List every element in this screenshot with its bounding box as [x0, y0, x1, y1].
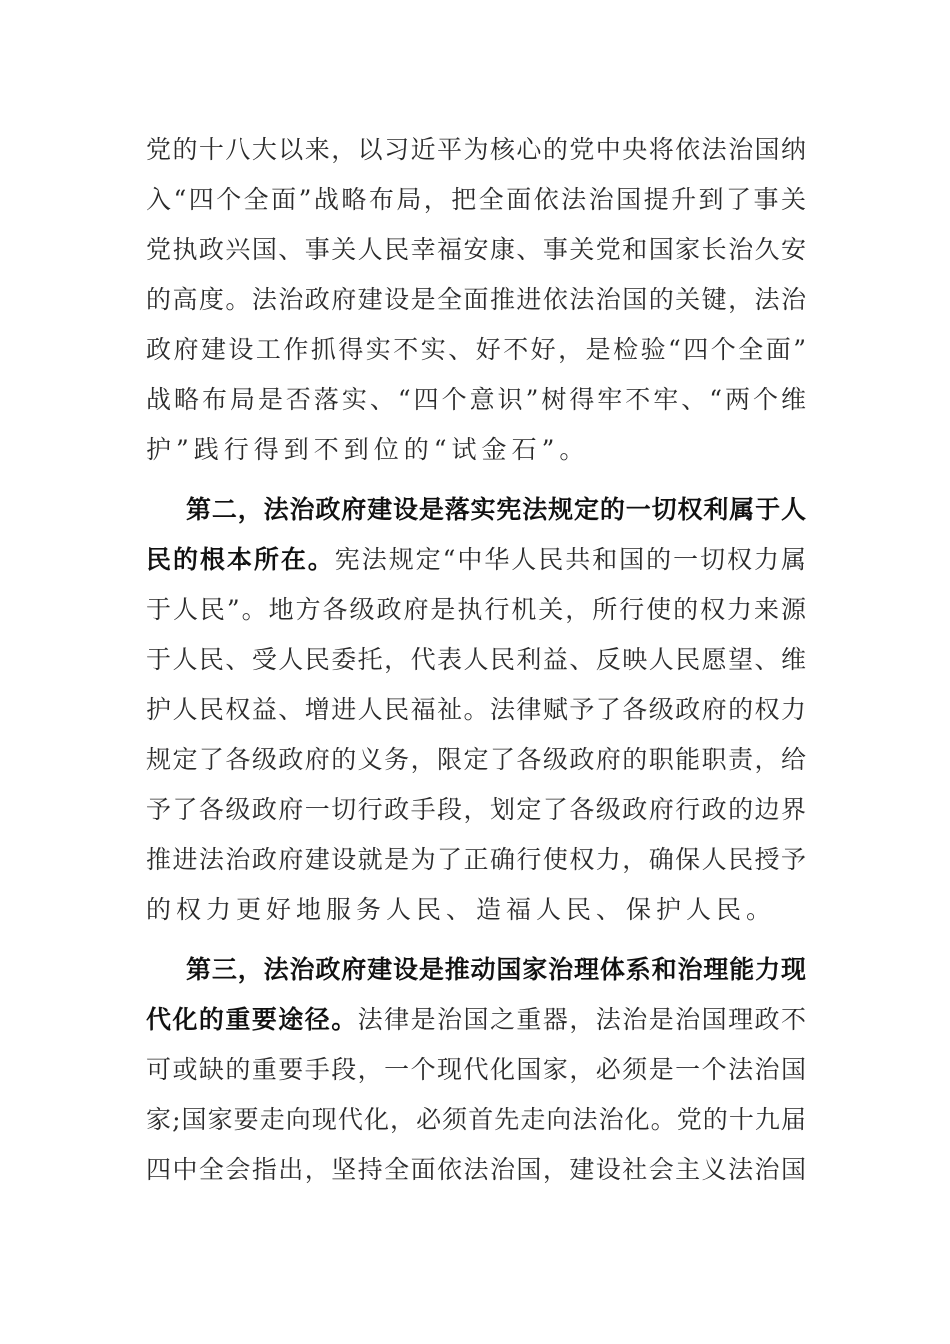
paragraph-3-line-2-text: 法律是治国之重器，法治是治国理政不 — [357, 1005, 806, 1034]
paragraph-2-line-3: 于人民”。地方各级政府是执行机关，所行使的权力来源 — [146, 595, 806, 624]
paragraph-2-heading-line-2: 民的根本所在。 — [146, 545, 335, 574]
paragraph-1-line-6: 战略布局是否落实、“四个意识”树得牢不牢、“两个维 — [146, 385, 806, 414]
paragraph-2-line-5: 护人民权益、增进人民福祉。法律赋予了各级政府的权力 — [146, 695, 806, 724]
paragraph-2-line-7: 予了各级政府一切行政手段，划定了各级政府行政的边界 — [146, 795, 806, 824]
paragraph-3-line-2 — [146, 1000, 806, 1040]
paragraph-3-line-4: 家;国家要走向现代化，必须首先走向法治化。党的十九届 — [146, 1105, 806, 1134]
paragraph-1-line-1: 党的十八大以来，以习近平为核心的党中央将依法治国纳 — [146, 135, 806, 164]
paragraph-1-line-2: 入“四个全面”战略布局，把全面依法治国提升到了事关 — [146, 185, 806, 214]
paragraph-2-line-9: 的权力更好地服务人民、造福人民、保护人民。 — [146, 895, 777, 924]
paragraph-2-line-6: 规定了各级政府的义务，限定了各级政府的职能职责，给 — [146, 745, 806, 774]
paragraph-3-line-3: 可或缺的重要手段，一个现代化国家，必须是一个法治国 — [146, 1055, 806, 1084]
paragraph-2-line-4: 于人民、受人民委托，代表人民利益、反映人民愿望、维 — [146, 645, 806, 674]
paragraph-2-line-8: 推进法治政府建设就是为了正确行使权力，确保人民授予 — [146, 845, 806, 874]
paragraph-2-heading-line-1: 第二，法治政府建设是落实宪法规定的一切权利属于人 — [186, 495, 806, 524]
paragraph-1-line-4: 的高度。法治政府建设是全面推进依法治国的关键，法治 — [146, 285, 806, 314]
paragraph-3-heading-line-1: 第三，法治政府建设是推动国家治理体系和治理能力现 — [186, 955, 806, 984]
paragraph-3-heading-line-2: 代化的重要途径。 — [146, 1005, 358, 1034]
paragraph-1-line-3: 党执政兴国、事关人民幸福安康、事关党和国家长治久安 — [146, 235, 806, 264]
paragraph-3-line-5: 四中全会指出，坚持全面依法治国，建设社会主义法治国 — [146, 1155, 806, 1184]
paragraph-1-line-7: 护”践行得到不到位的“试金石”。 — [146, 435, 590, 464]
paragraph-1-line-5: 政府建设工作抓得实不实、好不好，是检验“四个全面” — [146, 335, 806, 364]
paragraph-2-line-2-text: 宪法规定“中华人民共和国的一切权力属 — [334, 545, 806, 574]
paragraph-2-line-2 — [146, 540, 806, 580]
